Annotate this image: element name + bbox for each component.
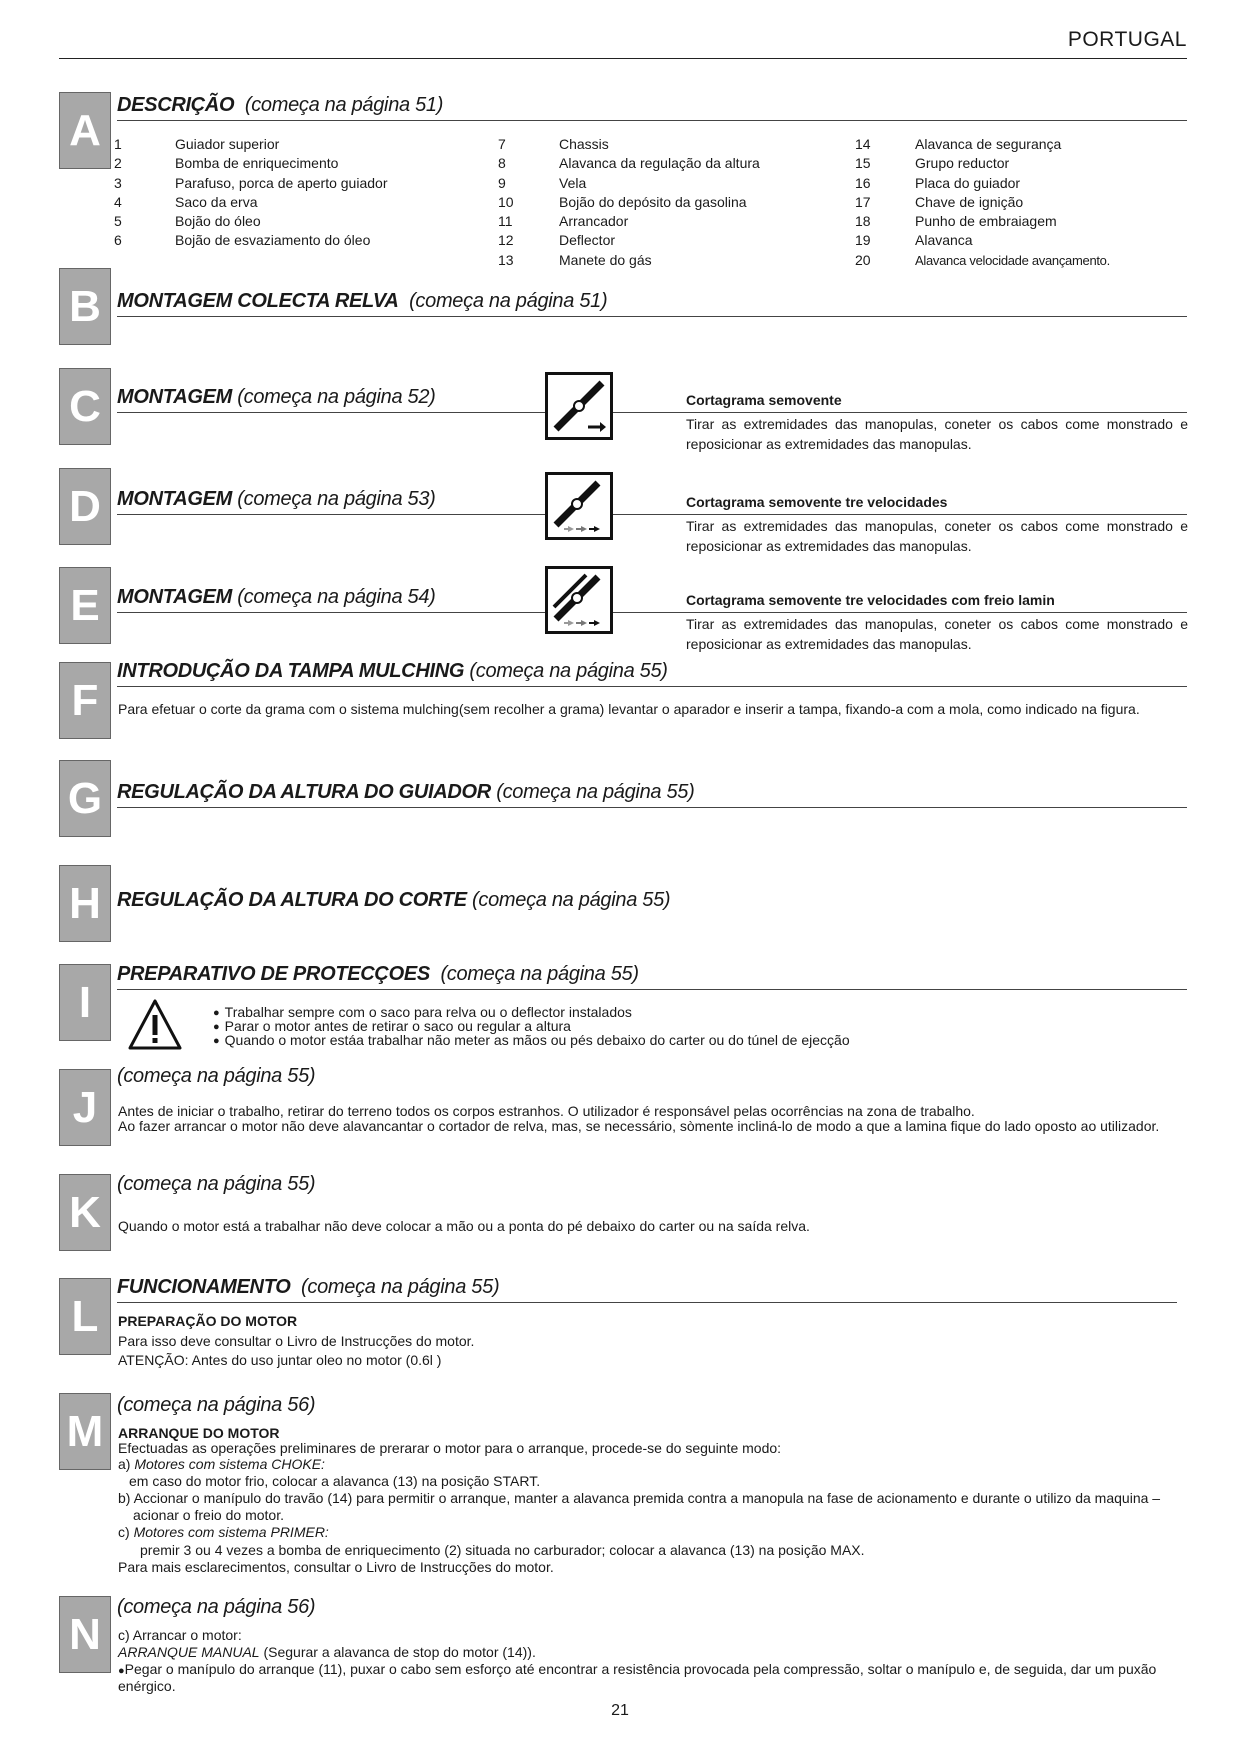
section-letter-a: A <box>59 92 111 169</box>
section-j-line: Ao fazer arrancar o motor não deve alavancantar o cortador de relva, mas, se necessário, sòmente incliná-lo de modo a que a lamina fique do lado oposto ao utilizador. <box>118 1118 1160 1134</box>
list-marker: c) <box>118 1524 130 1540</box>
part-label: Alavanca <box>915 232 973 249</box>
list-title: Motores com sistema PRIMER: <box>133 1524 329 1540</box>
section-d-subtitle: Cortagrama semovente tre velocidades <box>686 494 948 510</box>
section-c-rule <box>117 412 1187 413</box>
section-letter-d: D <box>59 468 111 545</box>
page-ref: (começa na página 55) <box>117 1065 316 1087</box>
part-num: 4 <box>114 193 122 210</box>
part-num: 7 <box>498 136 506 152</box>
manual-start-title: ARRANQUE MANUAL <box>118 1644 260 1660</box>
section-l-title <box>117 1276 499 1299</box>
title-text: DESCRIÇÃO <box>117 94 235 116</box>
section-letter-f: F <box>59 662 111 739</box>
page-ref: (começa na página 52) <box>237 386 436 408</box>
section-letter-k: K <box>59 1174 111 1251</box>
section-m-intro: Efectuadas as operações preliminares de prerarar o motor para o arranque, procede-se do seguinte modo: <box>118 1440 782 1456</box>
section-letter-c: C <box>59 368 111 445</box>
bullet-dot: ● <box>118 1665 125 1677</box>
section-b-rule <box>117 316 1187 317</box>
section-letter-m: M <box>59 1393 111 1470</box>
part-label: Bojão do depósito da gasolina <box>559 193 747 210</box>
section-c-subtitle: Cortagrama semovente <box>686 392 842 408</box>
part-num: 2 <box>114 155 122 172</box>
list-title: Motores com sistema CHOKE: <box>134 1456 325 1472</box>
part-label: Alavanca de segurança <box>915 136 1062 152</box>
section-k-text: Quando o motor está a trabalhar não deve colocar a mão ou a ponta do pé debaixo do carter ou na saída relva. <box>118 1218 810 1234</box>
parts-col1-nums <box>114 135 122 251</box>
section-n-line2 <box>118 1645 536 1660</box>
section-h-title <box>117 889 670 912</box>
title-text: MONTAGEM COLECTA RELVA <box>117 290 399 312</box>
section-f-rule <box>117 686 1187 687</box>
section-n-title <box>117 1596 315 1619</box>
title-text: MONTAGEM <box>117 488 232 510</box>
part-num: 15 <box>855 155 871 172</box>
section-l-line: ATENÇÃO: Antes do uso juntar oleo no motor (0.6l ) <box>118 1352 442 1368</box>
section-m-b2: acionar o freio do motor. <box>133 1507 284 1523</box>
part-label: Punho de embraiagem <box>915 213 1057 230</box>
part-num: 9 <box>498 174 506 191</box>
section-a-rule <box>117 120 1187 121</box>
page-ref: (começa na página 54) <box>237 586 436 608</box>
title-text: FUNCIONAMENTO <box>117 1276 291 1298</box>
section-m-c-text: premir 3 ou 4 vezes a bomba de enriquecimento (2) situada no carburador; colocar a alavanca (13) na posição MAX. <box>140 1542 865 1558</box>
header-divider <box>59 58 1187 59</box>
part-label: Grupo reductor <box>915 155 1010 172</box>
bullet-item: ● Quando o motor estáa trabalhar não meter as mãos ou pés debaixo do carter ou do túnel de ejecção <box>213 1033 850 1049</box>
page-ref: (começa na página 56) <box>117 1596 316 1618</box>
page-ref: (começa na página 56) <box>117 1394 316 1416</box>
section-k-title <box>117 1173 315 1196</box>
warning-triangle-icon <box>127 998 183 1057</box>
page-ref: (começa na página 53) <box>237 488 436 510</box>
triple-arrow-brake-mower-icon <box>545 566 613 634</box>
page-ref: (começa na página 55) <box>496 781 695 803</box>
section-letter-e: E <box>59 567 111 644</box>
section-m-a-text: em caso do motor frio, colocar a alavanca (13) na posição START. <box>129 1473 541 1489</box>
section-g-rule <box>117 807 1187 808</box>
part-num: 17 <box>855 193 871 210</box>
part-label: Bojão do óleo <box>175 213 261 230</box>
part-label: Alavanca velocidade avançamento. <box>915 252 1110 268</box>
section-n-line3 <box>118 1662 1156 1679</box>
parts-col3-labels <box>915 135 1110 270</box>
page-number: 21 <box>611 1702 629 1719</box>
part-label: Arrancador <box>559 213 629 230</box>
title-text: PREPARATIVO DE PROTECÇOES <box>117 963 430 985</box>
section-n-line1: c) Arrancar o motor: <box>118 1627 242 1643</box>
page-ref: (começa na página 55) <box>469 660 668 682</box>
part-label: Guiador superior <box>175 136 280 152</box>
part-num: 14 <box>855 136 871 152</box>
parts-col1-labels <box>175 135 387 251</box>
section-i-title <box>117 963 639 986</box>
manual-start-text: (Segurar a alavanca de stop do motor (14)). <box>259 1644 536 1660</box>
section-m-subtitle: ARRANQUE DO MOTOR <box>118 1425 280 1441</box>
bullet-item: ● Trabalhar sempre com o saco para relva ou o deflector instalados <box>213 1005 632 1021</box>
section-g-title <box>117 781 695 804</box>
part-num: 3 <box>114 174 122 191</box>
part-label: Deflector <box>559 232 616 249</box>
section-l-line: Para isso deve consultar o Livro de Instrucções do motor. <box>118 1333 475 1349</box>
page-ref: (começa na página 55) <box>117 1173 316 1195</box>
section-d-text: Tirar as extremidades das manopulas, coneter os cabos come monstrado e reposicionar as extremidades das manopulas. <box>686 518 1188 554</box>
part-label: Alavanca da regulação da altura <box>559 155 760 172</box>
section-l-rule <box>117 1302 1177 1303</box>
part-num: 20 <box>855 251 871 268</box>
parts-col2-labels <box>559 135 760 270</box>
part-label: Bomba de enriquecimento <box>175 155 339 172</box>
parts-col2-nums <box>498 135 514 270</box>
part-num: 8 <box>498 155 506 172</box>
section-c-title <box>117 386 436 409</box>
bullet-item: ● Parar o motor antes de retirar o saco ou regular a altura <box>213 1019 571 1035</box>
part-num: 1 <box>114 136 122 152</box>
section-l-subtitle: PREPARAÇÃO DO MOTOR <box>118 1313 298 1329</box>
part-num: 10 <box>498 193 514 210</box>
part-num: 13 <box>498 251 514 268</box>
section-i-rule <box>117 989 1187 990</box>
page-ref: (começa na página 55) <box>301 1276 500 1298</box>
section-e-rule <box>117 612 1187 613</box>
section-m-outro: Para mais esclarecimentos, consultar o Livro de Instrucções do motor. <box>118 1559 554 1575</box>
part-num: 5 <box>114 213 122 230</box>
page-ref: (começa na página 51) <box>244 94 444 116</box>
section-d-title <box>117 488 436 511</box>
title-text: MONTAGEM <box>117 586 232 608</box>
parts-col3-nums <box>855 135 871 270</box>
part-label: Chassis <box>559 136 609 152</box>
part-num: 16 <box>855 174 871 191</box>
section-letter-l: L <box>59 1278 111 1355</box>
section-letter-b: B <box>59 268 111 345</box>
page-ref: (começa na página 51) <box>409 290 608 312</box>
section-m-title <box>117 1394 315 1417</box>
page-ref: (começa na página 55) <box>440 963 639 985</box>
section-d-rule <box>117 514 1187 515</box>
section-e-text: Tirar as extremidades das manopulas, coneter os cabos come monstrado e reposicionar as extremidades das manopulas. <box>686 616 1188 652</box>
title-text: INTRODUÇÃO DA TAMPA MULCHING <box>117 660 465 682</box>
title-text: REGULAÇÃO DA ALTURA DO CORTE <box>117 889 467 911</box>
title-text: MONTAGEM <box>117 386 232 408</box>
country-label: PORTUGAL <box>1067 28 1187 51</box>
section-a-title <box>117 94 443 117</box>
triple-arrow-mower-icon <box>545 472 613 540</box>
part-num: 18 <box>855 213 871 230</box>
single-arrow-mower-icon <box>545 372 613 440</box>
part-label: Saco da erva <box>175 193 258 210</box>
section-letter-j: J <box>59 1069 111 1146</box>
section-f-title <box>117 660 668 683</box>
part-label: Bojão de esvaziamento do óleo <box>175 232 371 249</box>
section-letter-n: N <box>59 1596 111 1673</box>
part-num: 19 <box>855 232 871 249</box>
bullet-text: Pegar o manípulo do arranque (11), puxar o cabo sem esforço até encontrar a resistência provocada pela compressão, soltar o manípulo e, de seguida, dar um puxão <box>124 1661 1157 1677</box>
part-label: Placa do guiador <box>915 174 1021 191</box>
section-f-text: Para efetuar o corte da grama com o sistema mulching(sem recolher a grama) levantar o aparador e inserir a tampa, fixando-a com a mola, como indicado na figura. <box>118 701 1140 717</box>
part-label: Parafuso, porca de aperto guiador <box>175 174 388 191</box>
part-num: 11 <box>498 213 513 230</box>
section-e-subtitle: Cortagrama semovente tre velocidades com freio lamin <box>686 592 1055 608</box>
section-j-title <box>117 1065 315 1088</box>
section-m-b: b) Accionar o manípulo do travão (14) para permitir o arranque, manter a alavanca premida contra a manopula na fase de acionamento e durante o utilizo da maquina – <box>118 1490 1161 1506</box>
part-label: Vela <box>559 174 587 191</box>
section-e-title <box>117 586 436 609</box>
section-letter-g: G <box>59 760 111 837</box>
part-label: Manete do gás <box>559 251 652 268</box>
section-m-a <box>118 1457 325 1472</box>
section-c-text: Tirar as extremidades das manopulas, coneter os cabos come monstrado e reposicionar as extremidades das manopulas. <box>686 416 1188 452</box>
section-n-line4: enérgico. <box>118 1678 176 1694</box>
section-j-line: Antes de iniciar o trabalho, retirar do terreno todos os corpos estranhos. O utilizador é responsável pelas ocorrências na zona de trabalho. <box>118 1103 975 1119</box>
section-letter-h: H <box>59 865 111 942</box>
part-label: Chave de ignição <box>915 193 1024 210</box>
part-num: 6 <box>114 232 122 249</box>
page-ref: (começa na página 55) <box>472 889 671 911</box>
section-m-c <box>118 1525 329 1540</box>
section-b-title <box>117 290 607 313</box>
title-text: REGULAÇÃO DA ALTURA DO GUIADOR <box>117 781 491 803</box>
list-marker: a) <box>118 1456 131 1472</box>
part-num: 12 <box>498 232 514 249</box>
section-letter-i: I <box>59 964 111 1041</box>
